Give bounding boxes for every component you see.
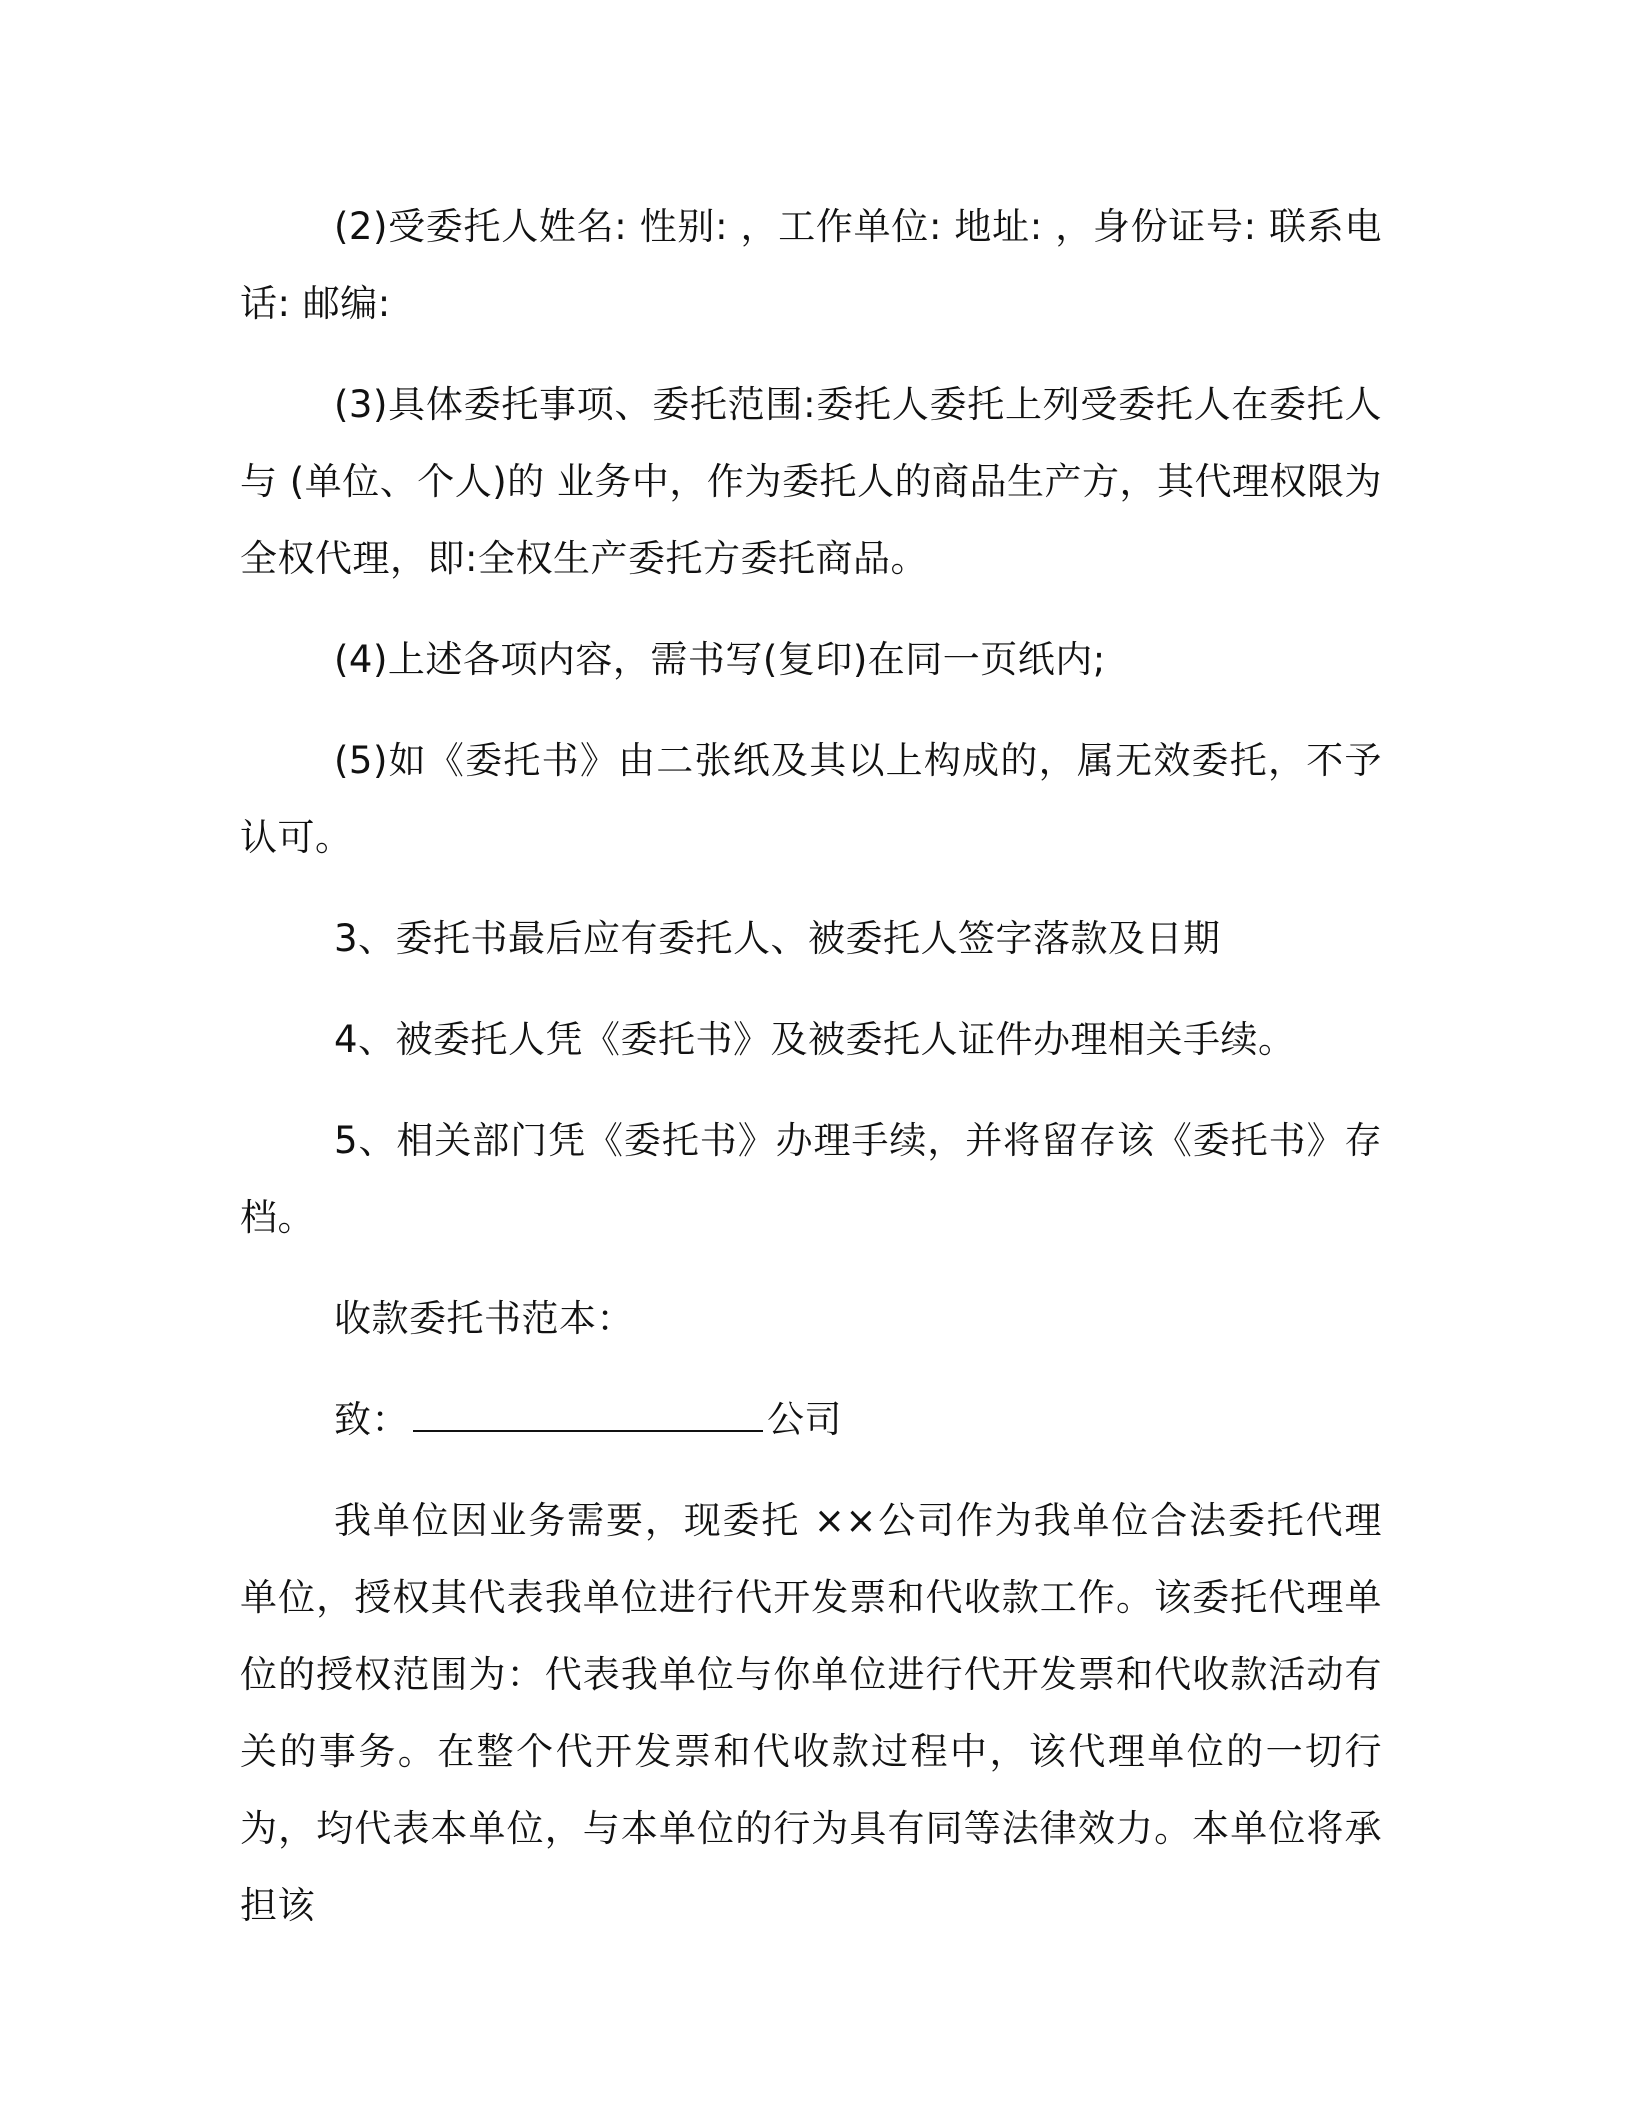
paragraph-trustee-info: (2)受委托人姓名: 性别: ，工作单位: 地址: ，身份证号: 联系电话: 邮编: [240, 205, 1382, 325]
paragraph-signature: 3、委托书最后应有委托人、被委托人签字落款及日期 [334, 917, 1221, 960]
paragraph-template-title: 收款委托书范本： [334, 1297, 634, 1340]
addressee-prefix: 致： [334, 1398, 409, 1441]
addressee-line [240, 1381, 1382, 1458]
paragraph-trustee-docs: 4、被委托人凭《委托书》及被委托人证件办理相关手续。 [334, 1018, 1296, 1061]
addressee-suffix: 公司 [767, 1398, 842, 1441]
paragraph-same-page: (4)上述各项内容，需书写(复印)在同一页纸内; [334, 638, 1106, 681]
paragraph-archive: 5、相关部门凭《委托书》办理手续，并将留存该《委托书》存档。 [240, 1119, 1382, 1239]
addressee-blank [413, 1400, 763, 1432]
document-body [240, 188, 1382, 1968]
paragraph-authorization: 我单位因业务需要，现委托 ××公司作为我单位合法委托代理单位，授权其代表我单位进行代开发票和代收款工作。该委托代理单位的授权范围为：代表我单位与你单位进行代开发票和代收款活动有关的事务。在整个代开发票和代收款过程中，该代理单位的一切行为，均代表本单位，与本单位的行为具有同等法律效力。本单位将承担该 [240, 1499, 1382, 1927]
paragraph-invalid: (5)如《委托书》由二张纸及其以上构成的，属无效委托，不予认可。 [240, 739, 1382, 859]
paragraph-scope: (3)具体委托事项、委托范围:委托人委托上列受委托人在委托人与 (单位、个人)的 业务中，作为委托人的商品生产方，其代理权限为全权代理，即:全权生产委托方委托商品。 [240, 383, 1382, 580]
